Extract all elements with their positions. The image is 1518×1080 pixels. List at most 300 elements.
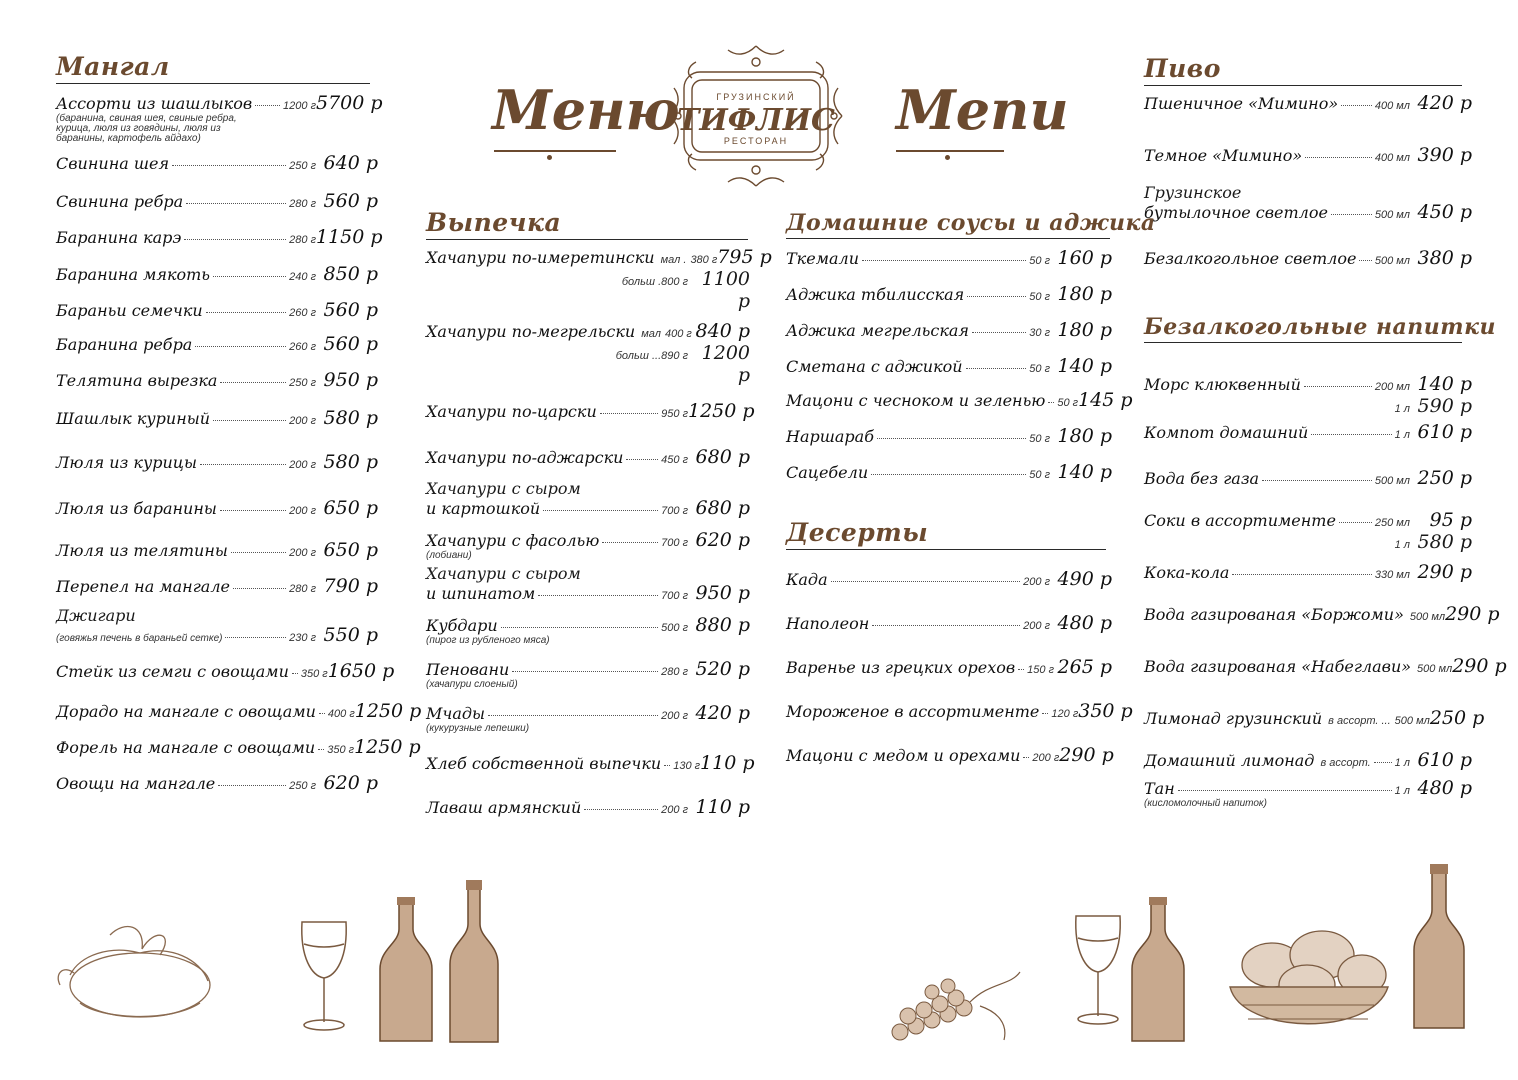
section-softdrinks xyxy=(1144,314,1507,809)
item-price: 950 р xyxy=(323,369,378,391)
item-size-prefix: в ассорт. ... xyxy=(1328,715,1391,727)
item-price: 650 р xyxy=(323,497,378,519)
leader-dots xyxy=(1304,386,1372,387)
leader-dots xyxy=(972,332,1026,333)
item-name: Мацони с чесноком и зеленью xyxy=(786,391,1046,410)
item-price: 140 р xyxy=(1057,461,1112,483)
item-size: 50 г xyxy=(1029,469,1050,481)
section-desserts xyxy=(786,518,1133,766)
item-price: 490 р xyxy=(1057,568,1112,590)
menu-item xyxy=(426,614,750,646)
item-price: 640 р xyxy=(323,152,378,174)
item-name: Компот домашний xyxy=(1144,423,1309,442)
menu-item xyxy=(1144,421,1472,443)
item-name: Хачапури по-мегрельски xyxy=(426,322,636,341)
item-size: 230 г xyxy=(289,632,316,644)
leader-dots xyxy=(186,203,286,204)
item-name: Вода газированая «Набеглави» xyxy=(1144,657,1412,676)
menu-item xyxy=(786,568,1112,590)
item-size: 200 г xyxy=(661,804,688,816)
item-price: 560 р xyxy=(323,190,378,212)
item-size: 350 г xyxy=(327,744,355,756)
item-price: 620 р xyxy=(695,529,750,551)
leader-dots xyxy=(1023,757,1029,758)
leader-dots xyxy=(1262,480,1372,481)
section-heading: Домашние соусы и аджика xyxy=(786,210,1110,239)
wine-bottle-icon xyxy=(446,878,502,1046)
leader-dots xyxy=(1339,522,1372,523)
item-price: 180 р xyxy=(1057,283,1112,305)
leader-dots xyxy=(501,627,659,628)
leader-dots xyxy=(213,420,286,421)
section-beer xyxy=(1144,54,1472,269)
leader-dots xyxy=(602,542,658,543)
item-name: Перепел на мангале xyxy=(56,577,230,596)
item-description: (говяжья печень в бараньей сетке) xyxy=(56,633,223,644)
leader-dots xyxy=(1305,157,1372,158)
leader-dots xyxy=(584,809,658,810)
item-description: (пирог из рубленого мяса) xyxy=(426,635,550,646)
menu-item xyxy=(56,333,378,355)
item-name: Бараньи семечки xyxy=(56,301,203,320)
section-mangal xyxy=(56,52,422,794)
item-size: 130 г xyxy=(673,760,701,772)
item-size: 280 г xyxy=(289,234,316,246)
item-price: 610 р xyxy=(1417,421,1472,443)
leader-dots xyxy=(213,276,286,277)
leader-dots xyxy=(872,625,1020,626)
menu-item xyxy=(426,529,750,561)
menu-item xyxy=(426,246,772,312)
item-price: 380 р xyxy=(1417,247,1472,269)
item-name: Люля из курицы xyxy=(56,453,197,472)
item-price: 350 р xyxy=(1078,700,1133,722)
menu-item xyxy=(786,355,1112,377)
item-size: 50 г xyxy=(1029,255,1050,267)
menu-item xyxy=(56,299,378,321)
menu-item xyxy=(56,92,383,144)
item-price: 795 р xyxy=(717,246,772,268)
wine-glass-icon xyxy=(1070,912,1126,1027)
item-price: 290 р xyxy=(1452,655,1507,677)
menu-item xyxy=(426,320,750,386)
item-name: Кубдари xyxy=(426,616,498,635)
item-size: 1 л xyxy=(1394,539,1410,551)
item-size: 950 г xyxy=(661,408,688,420)
item-price: 650 р xyxy=(323,539,378,561)
logo-top-text: ГРУЗИНСКИЙ xyxy=(716,92,796,102)
item-size: 250 мл xyxy=(1374,517,1410,529)
leader-dots xyxy=(231,552,286,553)
item-size: 800 г xyxy=(661,276,688,288)
item-name: Вода без газа xyxy=(1144,469,1260,488)
menu-item xyxy=(786,656,1112,678)
leader-dots xyxy=(200,464,286,465)
menu-item xyxy=(1144,561,1472,583)
wine-bottle-icon xyxy=(1128,895,1188,1045)
item-price: 680 р xyxy=(695,497,750,519)
grapes-icon xyxy=(880,962,1030,1052)
item-name: Свинина ребра xyxy=(56,192,184,211)
item-size: 400 г xyxy=(664,328,692,340)
item-description: (кукурузные лепешки) xyxy=(426,723,530,734)
item-size: 200 г xyxy=(289,415,316,427)
menu-item xyxy=(1144,603,1500,625)
item-name: Сацебели xyxy=(786,463,869,482)
menu-item xyxy=(1144,467,1472,489)
item-name: Аджика тбилисская xyxy=(786,285,965,304)
leader-dots xyxy=(206,312,286,313)
item-price: 140 р xyxy=(1057,355,1112,377)
item-price: 5700 р xyxy=(316,92,383,114)
item-name: Баранина ребра xyxy=(56,335,193,354)
leader-dots xyxy=(220,382,286,383)
menu-item xyxy=(786,700,1133,722)
leader-dots xyxy=(831,581,1021,582)
item-size: 500 мл xyxy=(1374,255,1410,267)
item-size: 280 г xyxy=(289,198,316,210)
menu-title-en: Menu xyxy=(896,78,1069,142)
item-size: 500 г xyxy=(661,622,688,634)
item-price: 95 р xyxy=(1429,509,1472,531)
item-name: Люля из баранины xyxy=(56,499,217,518)
title-dot-left xyxy=(547,155,552,160)
item-price: 550 р xyxy=(323,624,378,646)
item-name: Хачапури по-аджарски xyxy=(426,448,624,467)
item-name: Пшеничное «Мимино» xyxy=(1144,94,1339,113)
item-name-line1: Хачапури с сыром xyxy=(426,479,581,498)
menu-item xyxy=(426,400,755,422)
item-price: 420 р xyxy=(1417,92,1472,114)
item-size: 50 г xyxy=(1029,363,1050,375)
leader-dots xyxy=(1178,790,1392,791)
menu-item xyxy=(56,772,378,794)
leader-dots xyxy=(543,510,658,511)
item-size: 700 г xyxy=(661,505,688,517)
item-size: 200 г xyxy=(1023,620,1050,632)
menu-item xyxy=(426,752,755,774)
leader-dots xyxy=(1341,105,1372,106)
menu-item xyxy=(786,247,1112,269)
item-price: 1200 р xyxy=(701,342,750,386)
menu-item xyxy=(1144,144,1472,166)
leader-dots xyxy=(1232,574,1371,575)
item-size: 500 мл xyxy=(1374,209,1410,221)
item-name: Ткемали xyxy=(786,249,859,268)
menu-item xyxy=(56,369,378,391)
item-name: Хлеб собственной выпечки xyxy=(426,754,662,773)
leader-dots xyxy=(218,785,286,786)
item-size: 240 г xyxy=(289,271,316,283)
item-name: Наршараб xyxy=(786,427,874,446)
menu-item xyxy=(56,152,378,174)
item-price: 290 р xyxy=(1059,744,1114,766)
menu-item xyxy=(786,319,1112,341)
item-price: 180 р xyxy=(1057,319,1112,341)
item-size-prefix: мал xyxy=(641,328,661,340)
item-size: 200 мл xyxy=(1374,381,1410,393)
menu-item xyxy=(786,283,1112,305)
item-size-prefix: больш ... xyxy=(615,350,662,362)
item-size: 350 г xyxy=(300,668,328,680)
menu-item xyxy=(56,607,378,646)
chicken-sketch xyxy=(50,915,220,1035)
item-name-line1: Хачапури с сыром xyxy=(426,564,581,583)
item-size: 280 г xyxy=(661,666,688,678)
item-price: 1100 р xyxy=(701,268,750,312)
item-size: 1 л xyxy=(1394,785,1410,797)
item-size: 200 г xyxy=(289,459,316,471)
item-name: Темное «Мимино» xyxy=(1144,146,1303,165)
item-size: 200 г xyxy=(289,505,316,517)
leader-dots xyxy=(512,671,658,672)
item-size: 1 л xyxy=(1394,429,1410,441)
item-name: Лаваш армянский xyxy=(426,798,582,817)
leader-dots xyxy=(225,637,286,638)
item-name: Пеновани xyxy=(426,660,510,679)
leader-dots xyxy=(871,474,1026,475)
item-price: 580 р xyxy=(1417,531,1472,553)
leader-dots xyxy=(255,105,280,106)
menu-item xyxy=(426,565,750,604)
item-name: Домашний лимонад xyxy=(1144,751,1315,770)
restaurant-logo xyxy=(666,42,846,190)
leader-dots xyxy=(292,673,298,674)
item-name: Свинина шея xyxy=(56,154,170,173)
item-name: Хачапури с фасолью xyxy=(426,531,600,550)
section-heading: Пиво xyxy=(1144,54,1462,86)
menu-item xyxy=(786,389,1133,411)
bread-basket-icon xyxy=(1222,925,1394,1045)
section-bakery xyxy=(426,208,772,818)
leader-dots xyxy=(195,346,286,347)
item-price: 450 р xyxy=(1417,201,1472,223)
item-name: Люля из телятины xyxy=(56,541,228,560)
item-price: 580 р xyxy=(323,451,378,473)
item-size-prefix: больш . xyxy=(621,276,662,288)
item-size: 200 г xyxy=(1023,576,1050,588)
item-price: 1150 р xyxy=(316,226,383,248)
item-price: 390 р xyxy=(1417,144,1472,166)
item-description: (лобиани) xyxy=(426,550,472,561)
menu-item xyxy=(56,451,378,473)
menu-item xyxy=(1144,777,1472,809)
item-name: Стейк из семги с овощами xyxy=(56,662,289,681)
item-price: 580 р xyxy=(323,407,378,429)
item-name: Мороженое в ассортименте xyxy=(786,702,1040,721)
item-name: Шашлык куриный xyxy=(56,409,211,428)
leader-dots xyxy=(600,413,658,414)
item-name: Соки в ассортименте xyxy=(1144,511,1336,530)
item-name: Овощи на мангале xyxy=(56,774,216,793)
menu-item xyxy=(1144,92,1472,114)
wine-bottle-icon xyxy=(1410,862,1468,1032)
leader-dots xyxy=(967,296,1026,297)
item-name-line2: и картошкой xyxy=(426,499,541,518)
item-description: (кисломолочный напиток) xyxy=(1144,798,1267,809)
leader-dots xyxy=(862,260,1026,261)
title-dot-right xyxy=(945,155,950,160)
item-name: Хачапури по-имеретински xyxy=(426,248,655,267)
item-name: Тан xyxy=(1144,779,1175,798)
leader-dots xyxy=(1311,434,1391,435)
menu-item xyxy=(56,736,421,758)
item-size: 280 г xyxy=(289,583,316,595)
leader-dots xyxy=(1048,402,1054,403)
item-name: Джигари xyxy=(56,606,136,625)
logo-bottom-text: РЕСТОРАН xyxy=(723,136,789,146)
leader-dots xyxy=(1018,669,1024,670)
item-price: 290 р xyxy=(1417,561,1472,583)
item-size: 250 г xyxy=(289,780,316,792)
item-size: 400 мл xyxy=(1374,100,1410,112)
leader-dots xyxy=(1331,214,1372,215)
item-name-line1: Грузинское xyxy=(1144,183,1242,202)
leader-dots xyxy=(184,239,286,240)
item-price: 480 р xyxy=(1417,777,1472,799)
leader-dots xyxy=(966,368,1027,369)
item-name: Морс клюквенный xyxy=(1144,375,1301,394)
menu-item xyxy=(56,226,383,248)
item-price: 110 р xyxy=(695,796,750,818)
item-price: 250 р xyxy=(1429,707,1485,729)
menu-item xyxy=(1144,184,1472,223)
menu-item xyxy=(786,744,1112,766)
menu-item xyxy=(426,702,750,734)
item-price: 110 р xyxy=(700,752,755,774)
section-sauces xyxy=(786,210,1156,483)
item-price: 160 р xyxy=(1057,247,1112,269)
leader-dots xyxy=(220,510,286,511)
item-size: 50 г xyxy=(1057,397,1079,409)
section-heading: Мангал xyxy=(56,52,370,84)
item-name: Телятина вырезка xyxy=(56,371,218,390)
menu-item xyxy=(786,612,1112,634)
item-size: 260 г xyxy=(289,307,316,319)
menu-item xyxy=(1144,655,1507,677)
item-price: 180 р xyxy=(1057,425,1112,447)
item-name: Варенье из грецких орехов xyxy=(786,658,1016,677)
item-name: Форель на мангале с овощами xyxy=(56,738,316,757)
item-name: Сметана с аджикой xyxy=(786,357,963,376)
item-name: Кока-кола xyxy=(1144,563,1230,582)
leader-dots xyxy=(172,165,286,166)
item-name-line2: бутылочное светлое xyxy=(1144,203,1328,222)
menu-item xyxy=(1144,707,1485,729)
leader-dots xyxy=(1042,713,1048,714)
menu-item xyxy=(56,497,378,519)
item-size: 1 л xyxy=(1394,403,1410,415)
item-price: 620 р xyxy=(323,772,378,794)
item-price: 680 р xyxy=(695,446,750,468)
item-price: 1250 р xyxy=(354,700,422,722)
item-size: 380 г xyxy=(690,254,718,266)
item-price: 1650 р xyxy=(327,660,395,682)
item-price: 840 р xyxy=(695,320,750,342)
title-rule-left xyxy=(494,150,616,152)
item-size: 250 г xyxy=(289,377,316,389)
item-description: (хачапури слоеный) xyxy=(426,679,518,690)
item-price: 560 р xyxy=(323,333,378,355)
item-name: Дорадо на мангале с овощами xyxy=(56,702,316,721)
leader-dots xyxy=(626,459,658,460)
item-name-line2: и шпинатом xyxy=(426,584,536,603)
item-size: 150 г xyxy=(1027,664,1055,676)
menu-item xyxy=(56,700,422,722)
item-size: 700 г xyxy=(661,537,688,549)
item-price: 420 р xyxy=(695,702,750,724)
section-heading: Безалкогольные напитки xyxy=(1144,314,1462,343)
item-price: 950 р xyxy=(695,582,750,604)
leader-dots xyxy=(538,595,658,596)
item-name: Када xyxy=(786,570,828,589)
leader-dots xyxy=(233,588,286,589)
menu-item xyxy=(426,658,750,690)
item-price: 560 р xyxy=(323,299,378,321)
item-name: Баранина мякоть xyxy=(56,265,211,284)
item-size: 200 г xyxy=(661,710,688,722)
menu-item xyxy=(56,660,395,682)
title-rule-right xyxy=(896,150,1004,152)
item-price: 610 р xyxy=(1417,749,1472,771)
item-size: 260 г xyxy=(289,341,316,353)
menu-title-ru: Меню xyxy=(492,78,680,142)
item-size: 200 г xyxy=(289,547,316,559)
item-price: 145 р xyxy=(1078,389,1133,411)
item-size: 120 г xyxy=(1051,708,1079,720)
item-size: 400 г xyxy=(327,708,355,720)
menu-item xyxy=(1144,373,1472,417)
leader-dots xyxy=(318,749,324,750)
item-price: 880 р xyxy=(695,614,750,636)
section-heading: Десерты xyxy=(786,518,1106,550)
item-size: 500 мл xyxy=(1417,663,1453,675)
menu-item xyxy=(56,190,378,212)
item-price: 520 р xyxy=(695,658,750,680)
item-size: 400 мл xyxy=(1374,152,1410,164)
item-name: Мацони с медом и орехами xyxy=(786,746,1021,765)
item-size: 1200 г xyxy=(283,100,316,112)
item-name: Баранина карэ xyxy=(56,228,182,247)
item-size: 500 мл xyxy=(1394,715,1430,727)
menu-item xyxy=(1144,509,1472,553)
menu-item xyxy=(56,575,378,597)
item-name: Ассорти из шашлыков xyxy=(56,94,253,113)
leader-dots xyxy=(1374,762,1392,763)
item-price: 140 р xyxy=(1417,373,1472,395)
item-price: 1250 р xyxy=(688,400,755,422)
item-description: (баранина, свиная шея, свиные ребра, курица, люля из говядины, люля из баранины, картофель айдахо) xyxy=(56,113,237,144)
item-size: 30 г xyxy=(1029,327,1050,339)
logo-name-text: ТИФЛИС xyxy=(677,103,835,138)
menu-item xyxy=(1144,247,1472,269)
item-name: Вода газированая «Боржоми» xyxy=(1144,605,1404,624)
item-size: 50 г xyxy=(1029,291,1050,303)
item-price: 850 р xyxy=(323,263,378,285)
leader-dots xyxy=(877,438,1026,439)
item-size-prefix: мал . xyxy=(660,254,687,266)
item-size: 890 г xyxy=(661,350,688,362)
leader-dots xyxy=(488,715,658,716)
item-price: 790 р xyxy=(323,575,378,597)
wine-glass-icon xyxy=(296,918,352,1033)
item-size: 200 г xyxy=(1032,752,1060,764)
item-size: 700 г xyxy=(661,590,688,602)
menu-item xyxy=(56,407,378,429)
menu-item xyxy=(426,446,750,468)
item-size: 1 л xyxy=(1394,757,1410,769)
menu-item xyxy=(786,425,1112,447)
